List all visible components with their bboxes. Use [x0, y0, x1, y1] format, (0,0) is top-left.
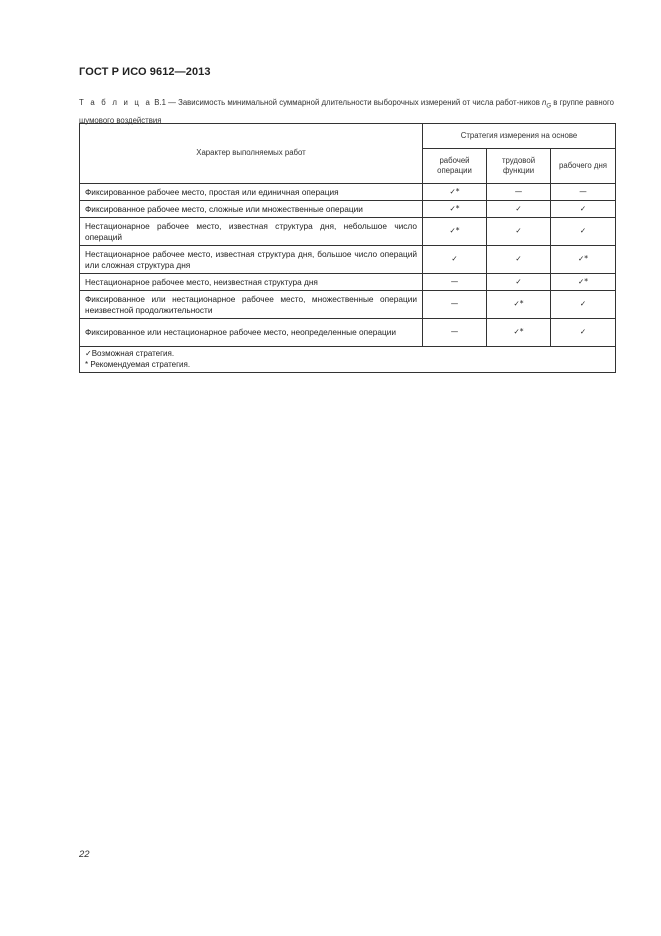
- page-number: 22: [79, 849, 90, 860]
- row-description: Нестационарное рабочее место, известная структура дня, большое число операций или сложная структура дня: [80, 246, 423, 274]
- table-caption: [79, 96, 614, 127]
- cell-task-based: —: [423, 319, 487, 347]
- cell-full-day: ✓: [551, 218, 616, 246]
- table-row: [80, 319, 616, 347]
- cell-job-based: ✓: [487, 218, 551, 246]
- row-description: Нестационарное рабочее место, неизвестная структура дня: [80, 274, 423, 291]
- document-title: ГОСТ Р ИСО 9612—2013: [79, 66, 211, 78]
- table-row: [80, 274, 616, 291]
- caption-number: В.1: [154, 98, 166, 107]
- header-full-day: рабочего дня: [551, 149, 616, 184]
- caption-text-before: — Зависимость минимальной суммарной длительности выборочных измерений от числа работ-ников: [165, 98, 543, 107]
- row-description: Фиксированное рабочее место, простая или единичная операция: [80, 184, 423, 201]
- header-work-character: Характер выполняемых работ: [80, 124, 423, 184]
- table-row: [80, 218, 616, 246]
- cell-task-based: ✓: [423, 246, 487, 274]
- cell-full-day: ✓: [551, 319, 616, 347]
- table-row: [80, 201, 616, 218]
- cell-full-day: —: [551, 184, 616, 201]
- row-description: Фиксированное или нестационарное рабочее место, множественные операции неизвестной продолжительности: [80, 291, 423, 319]
- header-job-based: трудовой функции: [487, 149, 551, 184]
- cell-task-based: ✓*: [423, 218, 487, 246]
- cell-job-based: —: [487, 184, 551, 201]
- cell-full-day: ✓: [551, 201, 616, 218]
- cell-job-based: ✓*: [487, 291, 551, 319]
- table-row: [80, 246, 616, 274]
- table-row: [80, 184, 616, 201]
- header-task-based: рабочей операции: [423, 149, 487, 184]
- row-description: Фиксированное рабочее место, сложные или множественные операции: [80, 201, 423, 218]
- caption-symbol-sub: G: [546, 103, 552, 110]
- table-row: [80, 291, 616, 319]
- cell-full-day: ✓*: [551, 274, 616, 291]
- caption-label: Т а б л и ц а: [79, 98, 153, 107]
- row-description: Нестационарное рабочее место, известная структура дня, небольшое число операций: [80, 218, 423, 246]
- cell-full-day: ✓*: [551, 246, 616, 274]
- strategy-table: [79, 123, 616, 373]
- table-notes-row: [80, 347, 616, 373]
- table-notes: [80, 347, 616, 373]
- caption-symbol-n: n: [542, 98, 547, 107]
- row-description: Фиксированное или нестационарное рабочее место, неопределенные операции: [80, 319, 423, 347]
- cell-job-based: ✓*: [487, 319, 551, 347]
- cell-task-based: ✓*: [423, 201, 487, 218]
- cell-task-based: ✓*: [423, 184, 487, 201]
- cell-job-based: ✓: [487, 274, 551, 291]
- note-recommended-strategy: * Рекомендуемая стратегия.: [85, 359, 191, 369]
- cell-task-based: —: [423, 274, 487, 291]
- caption-text-after: в группе равного шумового воздействия: [79, 98, 615, 125]
- note-possible-strategy: ✓Возможная стратегия.: [85, 349, 175, 358]
- header-strategy: Стратегия измерения на основе: [423, 124, 616, 149]
- cell-job-based: ✓: [487, 246, 551, 274]
- cell-job-based: ✓: [487, 201, 551, 218]
- cell-task-based: —: [423, 291, 487, 319]
- cell-full-day: ✓: [551, 291, 616, 319]
